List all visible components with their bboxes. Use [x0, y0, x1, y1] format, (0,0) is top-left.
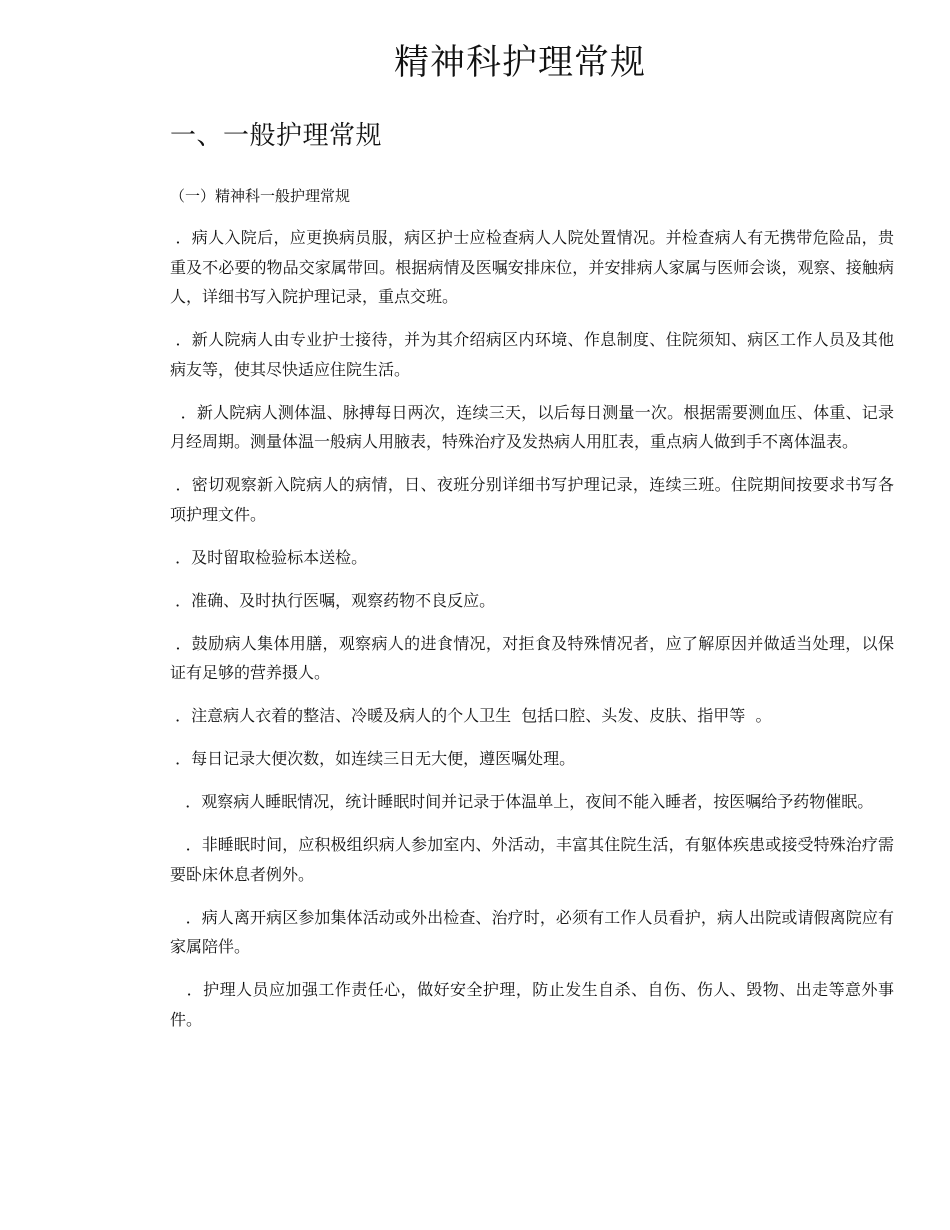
- item-text: 鼓励病人集体用膳，观察病人的进食情况，对拒食及特殊情况者，应了解原因并做适当处理，以保证有足够的营养摄人。: [170, 633, 894, 682]
- item-marker: ．: [170, 907, 202, 927]
- item-marker: ．: [170, 330, 192, 349]
- document-title: 精神科护理常规: [393, 43, 646, 83]
- list-item: [170, 830, 894, 889]
- item-text: 新人院病人测体温、脉搏每日两次，连续三天，以后每日测量一次。根据需要测血压、体重、记录月经周期。测量体温一般病人用腋表，特殊治疗及发热病人用肛表，重点病人做到手不离体温表。: [170, 402, 894, 451]
- item-text: 密切观察新入院病人的病情，日、夜班分别详细书写护理记录，连续三班。住院期间按要求书写各项护理文件。: [170, 475, 894, 524]
- item-marker: ．: [170, 547, 192, 567]
- item-marker: ．: [170, 749, 192, 768]
- list-item: [170, 629, 894, 688]
- item-marker: ．: [170, 835, 202, 854]
- item-text: 观察病人睡眠情况，统计睡眠时间并记录于体温单上，夜间不能入睡者，按医嘱给予药物催眠。: [201, 792, 874, 811]
- item-text: 病人离开病区参加集体活动或外出检查、治疗时，必须有工作人员看护，病人出院或请假离院应有家属陪伴。: [170, 907, 894, 956]
- list-item: [170, 975, 894, 1034]
- item-marker: ．: [170, 402, 197, 422]
- list-item: [170, 744, 894, 774]
- list-item: [170, 586, 894, 616]
- item-text: 每日记录大便次数，如连续三日无大便，遵医嘱处理。: [191, 749, 576, 768]
- list-item: [170, 903, 894, 962]
- item-text: 及时留取检验标本送检。: [191, 547, 368, 567]
- item-text: 注意病人衣着的整洁、冷暖及病人的个人卫生 包括口腔、头发、皮肤、指甲等 。: [191, 706, 772, 725]
- item-marker: ．: [170, 475, 192, 494]
- list-item: [170, 701, 894, 731]
- item-marker: ．: [170, 633, 192, 653]
- item-text: 准确、及时执行医嘱，观察药物不良反应。: [191, 590, 496, 610]
- item-marker: ．: [170, 980, 204, 999]
- item-text: 非睡眠时间，应积极组织病人参加室内、外活动，丰富其住院生活，有躯体疾患或接受特殊治疗需要卧床休息者例外。: [170, 835, 894, 884]
- list-item: [170, 223, 894, 312]
- item-text: 新人院病人由专业护士接待，并为其介绍病区内环境、作息制度、住院须知、病区工作人员及其他病友等，使其尽快适应住院生活。: [170, 330, 894, 379]
- item-text: 护理人员应加强工作责任心，做好安全护理，防止发生自杀、自伤、伤人、毁物、出走等意外事件。: [170, 980, 894, 1029]
- list-item: [170, 543, 894, 573]
- list-item: [170, 470, 894, 529]
- care-items-list: [170, 223, 894, 1048]
- list-item: [170, 325, 894, 384]
- item-text: 病人入院后，应更换病员服，病区护士应检查病人人院处置情况。并检查病人有无携带危险品，贵重及不必要的物品交家属带回。根据病情及医嘱安排床位，并安排病人家属与医师会谈，观察、接触病人，详细书写入院护理记录，重点交班。: [170, 228, 894, 306]
- item-marker: ．: [170, 706, 192, 725]
- item-marker: ．: [170, 792, 202, 811]
- subsection-heading: （一）精神科一般护理常规: [170, 187, 351, 205]
- section-heading: 一、一般护理常规: [170, 121, 383, 151]
- item-marker: ．: [170, 228, 192, 247]
- list-item: [170, 787, 894, 817]
- item-marker: ．: [170, 590, 192, 610]
- list-item: [170, 398, 894, 457]
